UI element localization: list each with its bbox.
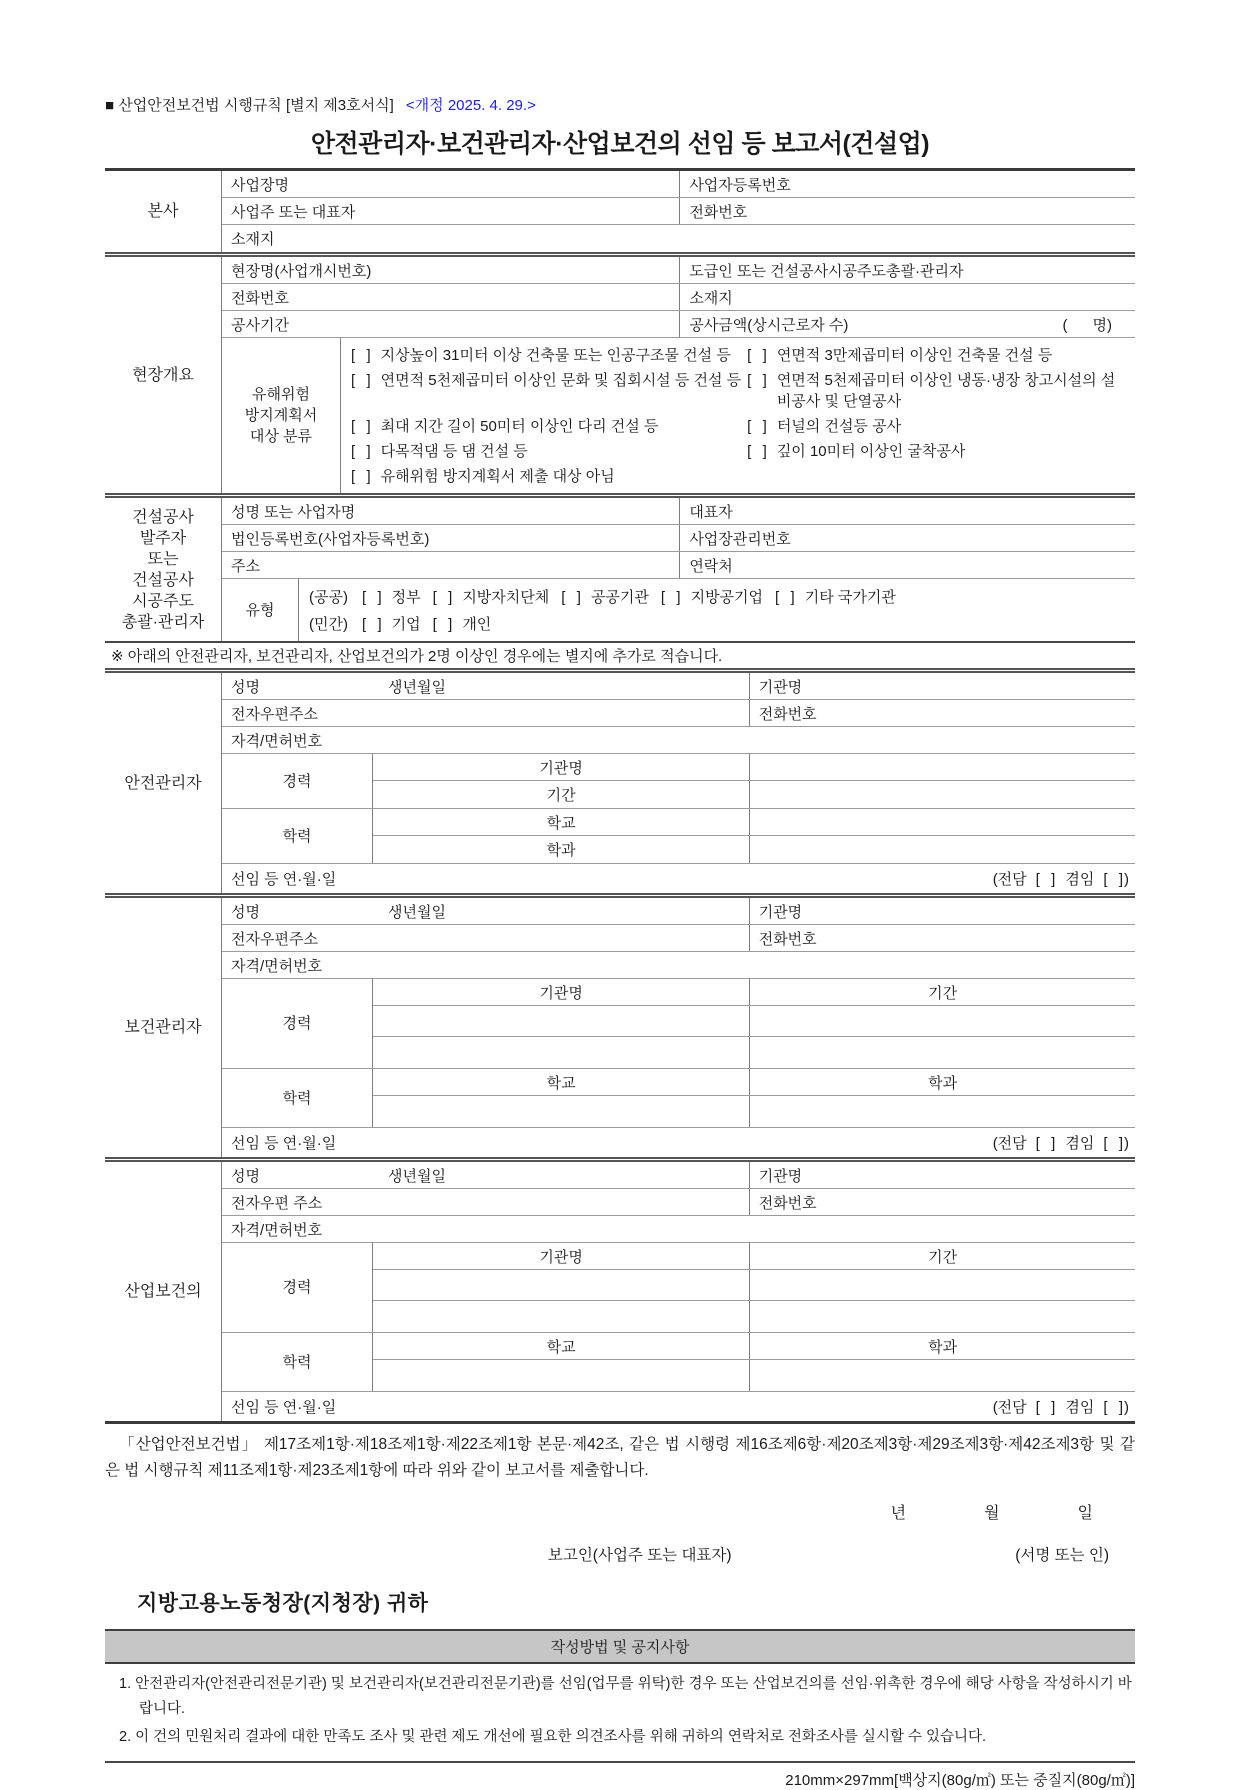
blank-cell (750, 1020, 1135, 1022)
hazard-row (341, 414, 1135, 439)
field-label-org: 기관명 (758, 903, 803, 921)
checkbox-hazard-culture5k[interactable]: [ ] (351, 372, 372, 389)
education-label: 학력 (222, 809, 373, 863)
table-row (373, 1006, 1135, 1037)
field-label-name: 성명 (231, 1167, 260, 1185)
appointment-date-label: 선임 등 연·월·일 (231, 1135, 337, 1152)
checkbox-type-individual[interactable]: [ ] (432, 616, 454, 633)
table-row (222, 525, 1135, 552)
checkbox-label: 연면적 5천제곱미터 이상인 냉동·냉장 창고시설의 설비공사 및 단열공사 (776, 372, 1116, 410)
checkbox-type-other-state[interactable]: [ ] (775, 589, 796, 606)
appointment-date-label: 선임 등 연·월·일 (231, 1399, 337, 1416)
checkbox-label: 최대 지간 길이 50미터 이상인 다리 건설 등 (380, 418, 659, 435)
field-label-name: 성명 (231, 678, 260, 696)
checkbox-type-public-org[interactable]: [ ] (561, 589, 582, 606)
paren-close: ) (1124, 871, 1129, 888)
blank-cell (750, 821, 1135, 823)
section-occupational-physician (105, 1157, 1135, 1421)
education-block (222, 1333, 1135, 1392)
checkbox-concurrent[interactable]: [ ] (1103, 871, 1124, 888)
field-label-construction-period: 공사기간 (231, 316, 289, 334)
reporter-label: 보고인(사업주 또는 대표자) (547, 1547, 732, 1564)
field-label-birth: 생년월일 (387, 1167, 446, 1185)
blank-cell (373, 1360, 750, 1391)
checkbox-hazard-floor30k[interactable]: [ ] (747, 347, 768, 364)
recipient-line: 지방고용노동청장(지청장) 귀하 (137, 1592, 429, 1615)
field-label-construction-amount: 공사금액(상시근로자 수) (689, 316, 849, 334)
dedicated-label: (전담 (992, 1135, 1027, 1152)
section-health-manager (105, 893, 1135, 1157)
client-type-public-line (299, 583, 1135, 610)
blank-cell (750, 766, 1135, 768)
section-label-site-overview: 현장개요 (105, 257, 222, 493)
career-block (222, 979, 1135, 1069)
table-row (222, 198, 1135, 225)
field-label-org: 기관명 (758, 1167, 803, 1185)
education-label: 학력 (222, 1069, 373, 1127)
blank-cell (373, 1301, 750, 1332)
field-label-name: 성명 (231, 903, 260, 921)
blank-cell (750, 1111, 1135, 1113)
appointment-row (222, 1392, 1135, 1421)
concurrent-label: 겸임 (1065, 1135, 1095, 1152)
blank-cell (750, 794, 1135, 796)
appointment-date-label: 선임 등 연·월·일 (231, 871, 337, 888)
checkbox-type-company[interactable]: [ ] (361, 616, 383, 633)
school-header: 학교 (546, 1074, 576, 1092)
table-row (373, 1037, 1135, 1068)
field-label-phone: 전화번호 (689, 203, 748, 221)
blank-cell (750, 1375, 1135, 1377)
date-year-label: 년 (890, 1505, 907, 1522)
section-site-overview (105, 252, 1135, 493)
table-row (373, 1069, 1135, 1096)
checkbox-type-local-gov[interactable]: [ ] (432, 589, 454, 606)
dedicated-label: (전담 (992, 1399, 1027, 1416)
reporter-line (105, 1541, 1135, 1567)
education-label: 학력 (222, 1333, 373, 1391)
field-label-org: 기관명 (758, 678, 803, 696)
school-label: 학교 (546, 814, 576, 832)
section-client (105, 493, 1135, 641)
field-label-phone: 전화번호 (758, 705, 817, 723)
note-item-1: 1. 안전관리자(안전관리전문기관) 및 보건관리자(보건관리전문기관)를 선임(업무를 위탁)한 경우 또는 산업보건의를 선임·위촉한 경우에 해당 사항을 작성하시기 바랍니다. (119, 1676, 1132, 1717)
private-prefix: (민간) (309, 616, 348, 633)
field-label-client-contact: 연락처 (689, 557, 733, 575)
hazard-row (341, 464, 1135, 489)
table-row (222, 673, 1135, 700)
field-label-client-address: 주소 (231, 557, 260, 575)
education-block (222, 809, 1135, 864)
career-label: 경력 (222, 979, 373, 1068)
blank-cell (373, 1006, 750, 1036)
checkbox-type-government[interactable]: [ ] (361, 589, 383, 606)
checkbox-type-local-public-ent[interactable]: [ ] (660, 589, 682, 606)
field-label-license: 자격/면허번호 (231, 957, 323, 975)
table-row (373, 1360, 1135, 1391)
school-header: 학교 (546, 1338, 576, 1356)
blank-cell (373, 1270, 750, 1300)
checkbox-dedicated[interactable]: [ ] (1035, 1399, 1057, 1416)
field-label-address: 소재지 (231, 231, 275, 248)
date-line (105, 1500, 1135, 1523)
checkbox-hazard-tunnel[interactable]: [ ] (747, 418, 768, 435)
career-org-header: 기관명 (539, 984, 583, 1002)
hazard-row (341, 343, 1135, 368)
table-row (222, 1189, 1135, 1216)
table-row (373, 1270, 1135, 1301)
table-row (222, 1216, 1135, 1243)
field-label-license: 자격/면허번호 (231, 1221, 323, 1239)
concurrent-label: 겸임 (1065, 871, 1095, 888)
field-label-business-reg-no: 사업자등록번호 (689, 176, 791, 194)
field-label-owner: 사업주 또는 대표자 (231, 203, 356, 221)
table-row (222, 925, 1135, 952)
career-block (222, 1243, 1135, 1333)
field-label-site-mgmt-no: 사업장관리번호 (689, 530, 791, 548)
blank-cell (750, 1052, 1135, 1054)
table-row (222, 952, 1135, 979)
blank-cell (373, 1096, 750, 1127)
field-label-client-ceo: 대표자 (689, 503, 733, 521)
major-header: 학과 (928, 1338, 958, 1356)
checkbox-hazard-dam[interactable]: [ ] (351, 443, 372, 460)
signature-label: (서명 또는 인) (1015, 1547, 1109, 1564)
attachment-note: ※ 아래의 안전관리자, 보건관리자, 산업보건의가 2명 이상인 경우에는 별지에 추가로 적습니다. (111, 648, 723, 665)
table-row (373, 754, 1135, 781)
paren-close: ) (1124, 1135, 1129, 1152)
table-row (222, 171, 1135, 198)
checkbox-hazard-not-applicable[interactable]: [ ] (351, 468, 372, 485)
revision-note: <개정 2025. 4. 29.> (405, 97, 536, 114)
field-label-business-name: 사업장명 (231, 176, 289, 194)
checkbox-concurrent[interactable]: [ ] (1103, 1399, 1124, 1416)
field-label-site-name: 현장명(사업개시번호) (231, 262, 372, 280)
table-row (373, 809, 1135, 836)
checkbox-label: 기업 (391, 616, 421, 633)
concurrent-label: 겸임 (1065, 1399, 1095, 1416)
table-row (373, 1301, 1135, 1332)
table-row (222, 284, 1135, 311)
checkbox-label: 공공기관 (590, 589, 649, 606)
legal-basis-paragraph: 「산업안전보건법」 제17조제1항·제18조제1항·제22조제1항 본문·제42조, 같은 법 시행령 제16조제6항·제20조제3항·제29조제3항·제42조제3항 및 같은 법 시행규칙 제11조제1항·제23조제1항에 따라 위와 같이 보고서를 제출합니다. (105, 1436, 1135, 1479)
checkbox-label: 지방공기업 (690, 589, 764, 606)
checkbox-label: 다목적댐 등 댐 건설 등 (380, 443, 528, 460)
education-block (222, 1069, 1135, 1128)
section-label-safety-manager: 안전관리자 (105, 673, 222, 893)
hazard-plan-label: 유해위험 방지계획서 대상 분류 (222, 338, 341, 493)
career-block (222, 754, 1135, 809)
date-month-label: 월 (984, 1505, 1000, 1522)
hazard-plan-block (222, 338, 1135, 493)
career-org-label: 기관명 (539, 759, 583, 777)
table-row (222, 727, 1135, 754)
date-day-label: 일 (1077, 1505, 1093, 1522)
section-label-client: 건설공사 발주자 또는 건설공사 시공주도 총괄·관리자 (105, 498, 222, 641)
career-label: 경력 (222, 1243, 373, 1332)
field-label-email: 전자우편 주소 (231, 1194, 323, 1212)
career-label: 경력 (222, 754, 373, 808)
attachment-note-row (105, 641, 1135, 668)
hazard-checkbox-area (341, 338, 1135, 493)
worker-count-blank: ( 명) (1062, 316, 1112, 334)
career-period-label: 기간 (546, 787, 576, 804)
checkbox-label: 유해위험 방지계획서 제출 대상 아님 (380, 468, 615, 485)
section-label-head-office: 본사 (105, 171, 222, 252)
major-label: 학과 (546, 842, 576, 859)
report-form-table (105, 168, 1135, 1424)
client-type-label: 유형 (222, 579, 299, 641)
notice-title-bar: 작성방법 및 공지사항 (105, 1629, 1135, 1664)
table-row (373, 979, 1135, 1006)
checkbox-label: 정부 (391, 589, 421, 606)
checkbox-dedicated[interactable]: [ ] (1035, 1135, 1057, 1152)
client-type-options (299, 579, 1135, 641)
client-type-private-line (299, 610, 1135, 637)
career-org-header: 기관명 (539, 1248, 583, 1266)
table-row (373, 781, 1135, 808)
client-type-block (222, 579, 1135, 641)
field-label-birth: 생년월일 (387, 678, 446, 696)
table-row (222, 552, 1135, 579)
checkbox-label: 깊이 10미터 이상인 굴착공사 (776, 443, 966, 460)
table-row (373, 1333, 1135, 1360)
field-label-license: 자격/면허번호 (231, 732, 323, 750)
table-row (222, 311, 1135, 338)
table-row (373, 836, 1135, 863)
checkbox-label: 연면적 3만제곱미터 이상인 건축물 건설 등 (776, 347, 1053, 364)
table-row (222, 898, 1135, 925)
field-label-contractor: 도급인 또는 건설공사시공주도총괄·관리자 (689, 262, 964, 280)
table-row (222, 498, 1135, 525)
table-row (222, 225, 1135, 252)
checkbox-hazard-coldstorage[interactable]: [ ] (747, 372, 768, 389)
section-label-health-manager: 보건관리자 (105, 898, 222, 1157)
field-label-site-phone: 전화번호 (231, 289, 289, 307)
checkbox-hazard-building31m[interactable]: [ ] (351, 347, 372, 364)
hazard-row (341, 439, 1135, 464)
notes-block (105, 1672, 1135, 1763)
note-item-2: 2. 이 건의 민원처리 결과에 대한 만족도 조사 및 관련 제도 개선에 필요한 의견조사를 위해 귀하의 연락처로 전화조사를 실시할 수 있습니다. (119, 1729, 987, 1745)
blank-cell (750, 1316, 1135, 1318)
table-row (373, 1243, 1135, 1270)
major-header: 학과 (928, 1074, 958, 1092)
dedicated-label: (전담 (992, 871, 1027, 888)
table-row (222, 700, 1135, 727)
field-label-phone: 전화번호 (758, 1194, 817, 1212)
checkbox-label: 기타 국가기관 (804, 589, 896, 606)
career-period-header: 기간 (928, 984, 958, 1002)
career-period-header: 기간 (928, 1248, 958, 1266)
field-label-corp-no: 법인등록번호(사업자등록번호) (231, 530, 430, 548)
checkbox-label: 터널의 건설등 공사 (776, 418, 902, 435)
checkbox-dedicated[interactable]: [ ] (1035, 871, 1057, 888)
form-reference-text: ■ 산업안전보건법 시행규칙 [별지 제3호서식] (105, 97, 394, 114)
paren-close: ) (1124, 1399, 1129, 1416)
public-prefix: (공공) (309, 589, 348, 606)
checkbox-label: 개인 (462, 616, 492, 633)
checkbox-label: 연면적 5천제곱미터 이상인 문화 및 집회시설 등 건설 등 (380, 372, 742, 389)
checkbox-hazard-excavation10m[interactable]: [ ] (747, 443, 768, 460)
blank-cell (750, 849, 1135, 851)
field-label-phone: 전화번호 (758, 930, 817, 948)
form-reference-line (105, 94, 1135, 115)
table-row (222, 1162, 1135, 1189)
field-label-email: 전자우편주소 (231, 930, 318, 948)
field-label-client-name: 성명 또는 사업자명 (231, 503, 356, 521)
section-safety-manager (105, 668, 1135, 893)
blank-cell (750, 1284, 1135, 1286)
section-label-occupational-physician: 산업보건의 (105, 1162, 222, 1421)
checkbox-hazard-bridge50m[interactable]: [ ] (351, 418, 372, 435)
checkbox-label: 지방자치단체 (462, 589, 550, 606)
paper-spec: 210mm×297mm[백상지(80g/㎡) 또는 중질지(80g/㎡)] (785, 1772, 1135, 1789)
hazard-row (341, 368, 1135, 414)
checkbox-concurrent[interactable]: [ ] (1103, 1135, 1124, 1152)
checkbox-label: 지상높이 31미터 이상 건축물 또는 인공구조물 건설 등 (380, 347, 731, 364)
table-row (373, 1096, 1135, 1127)
appointment-row (222, 1128, 1135, 1157)
page-title: 안전관리자·보건관리자·산업보건의 선임 등 보고서(건설업) (310, 130, 930, 158)
field-label-email: 전자우편주소 (231, 705, 318, 723)
section-head-office (105, 171, 1135, 252)
field-label-site-address: 소재지 (689, 289, 733, 307)
appointment-row (222, 864, 1135, 893)
field-label-birth: 생년월일 (387, 903, 446, 921)
blank-cell (373, 1037, 750, 1068)
table-row (222, 257, 1135, 284)
